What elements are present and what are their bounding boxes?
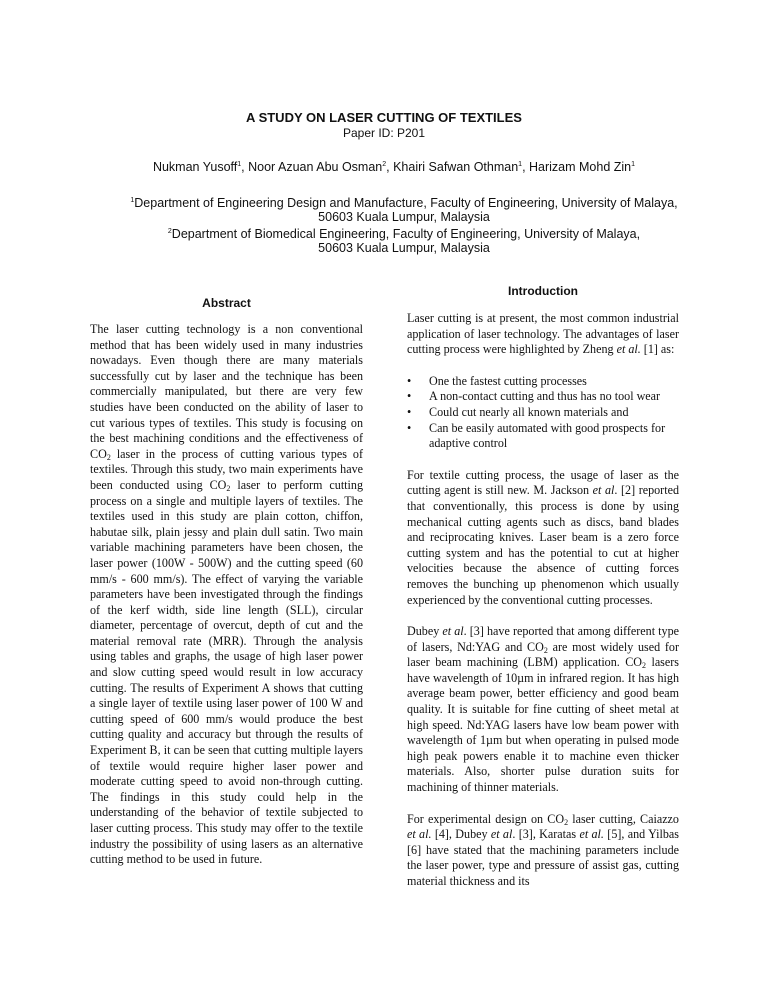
author-separator: , [522,160,530,174]
author-separator: , [386,160,394,174]
paper-id: Paper ID: P201 [342,126,426,140]
affiliation-line: Department of Engineering Design and Manufacture, Faculty of Engineering, University of Malaya, [134,196,678,210]
affiliation-line: Department of Biomedical Engineering, Faculty of Engineering, University of Malaya, [171,227,641,241]
author-affil-mark: 1 [631,161,636,168]
affiliation-address: 50603 Kuala Lumpur, Malaysia [318,210,490,224]
affiliation-1 [0,196,768,224]
intro-paragraph-1: Laser cutting is at present, the most common industrial application of laser technology. The advantages of laser cutting process were highlighted by Zheng et al. [1] as: [407,311,679,357]
author-affil-mark: 1 [518,161,523,168]
list-item: • Could cut nearly all known materials and [407,404,629,419]
introduction-body [407,311,679,890]
author-list [0,160,768,174]
abstract-body [90,322,363,868]
author-name: Nukman Yusoff [152,160,238,174]
abstract-heading: Abstract [202,296,251,310]
author-affil-mark: 2 [382,161,387,168]
intro-paragraph-4: For experimental design on $CO_2$ laser cutting, Caiazzo et al. [4], Dubey et al. [3], Karatas et al. [5], and Yilbas [6] have stated that the machining parameters include the laser power, type and pressure of assist gas, cutting material thickness and its [407,811,680,888]
list-item: • Can be easily automated with good prospects for adaptive control [407,420,666,451]
author-name: Harizam Mohd Zin [529,160,632,174]
list-item: • One the fastest cutting processes [407,373,587,388]
advantages-list [407,374,679,452]
bullet-icon: • [407,420,412,435]
author-separator: , [241,160,249,174]
intro-paragraph-2: For textile cutting process, the usage of laser as the cutting agent is still new. M. Jackson et al. [2] reported that conventionally, this process is done by using mechanical cutting agents such as discs, band blades and reciprocating knives. Laser beam is a zero force cutting system and has the potential to cut at higher velocities because the absence of cutting forces removes the bunching up phenomenon which usually experienced by the conventional cutting processes. [407,467,679,607]
author-name: Noor Azuan Abu Osman [248,160,383,174]
abstract-paragraph: The laser cutting technology is a non conventional method that has been widely used in many industries nowadays. Even though there are many materials successfully cut by laser and the technique has been commercially manipulated, but there are very few studies have been conducted on the ability of laser to cut various types of textiles. This study is focusing on the best machining conditions and the effectiveness of $CO_2$ laser in the process of cutting various types of textiles. Through this study, two main experiments have been conducted using $CO_2$ laser to perform cutting process on a single and multiple layers of textiles. The textiles used in this study are plain cotton, chiffon, habutae silk, plain jessy and plain dull satin. Two main variable machining parameters have been chosen, the laser power (100W - 500W) and the cutting speed (60 mm/s - 600 mm/s). The effect of varying the variable parameters have been investigated through the findings of the kerf width, side line length (SLL), circular diameter, percentage of overcut, depth of cut and the material removal rate (MRR). Through the analysis using tables and graphs, the usage of high laser power and slow cutting speed would result in low accuracy cutting. The results of Experiment A shows that cutting a single layer of textile using laser power of 100 W and cutting speed of 600 mm/s would produce the best cutting quality and accuracy but through the results of Experiment B, it can be seen that cutting multiple layers of textile would require higher laser power and moderate cutting speed to avoid non-through cutting. The findings in this study could help in the understanding of the behavior of textile subjected to laser cutting process. This study may offer to the textile industry the possibility of using lasers as an alternative cutting method to be used in future. [90,322,363,867]
bullet-icon: • [407,389,412,404]
bullet-icon: • [407,373,412,388]
affiliation-2 [0,227,768,255]
list-item: • A non-contact cutting and thus has no tool wear [407,389,661,404]
affiliation-mark: 2 [167,228,172,235]
affiliation-address: 50603 Kuala Lumpur, Malaysia [318,241,490,255]
intro-paragraph-3: Dubey et al. [3] have reported that among different type of lasers, Nd:YAG and $CO_2$ are most widely used for laser beam machining (LBM) application. $CO_2$ lasers have wavelength of 10µm in infrared region. It has high average beam power, better efficiency and good beam quality. It is suitable for fine cutting of sheet metal at high speed. Nd:YAG lasers have low beam power with wavelength of 1µm but when operating in pulsed mode high peak powers enable it to machine even thicker materials. Also, shorter pulse duration suits for machining of thinner materials. [407,624,680,795]
author-name: Khairi Safwan Othman [393,160,519,174]
bullet-icon: • [407,404,412,419]
author-affil-mark: 1 [237,161,242,168]
affiliation-mark: 1 [130,197,135,204]
paper-title: A STUDY ON LASER CUTTING OF TEXTILES [246,110,522,125]
introduction-heading: Introduction [508,284,578,298]
